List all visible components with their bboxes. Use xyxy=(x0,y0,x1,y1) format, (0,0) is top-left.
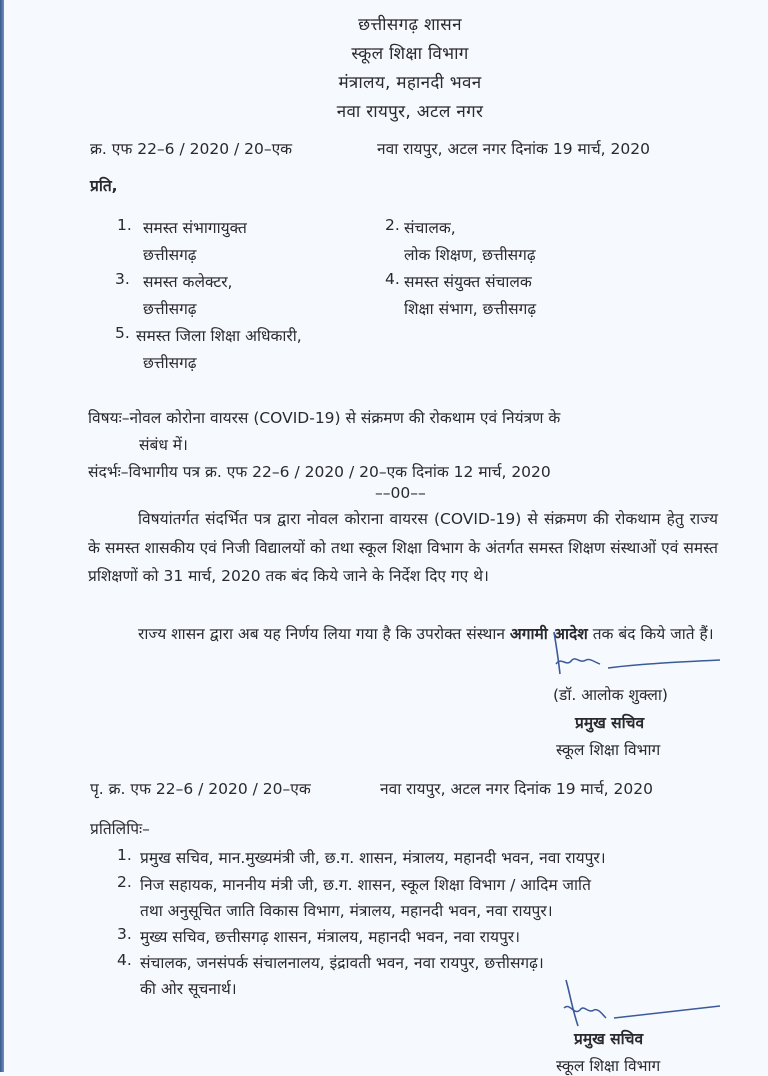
recipient-line2: लोक शिक्षण, छत्तीसगढ़ xyxy=(404,246,536,264)
recipient-line2: शिक्षा संभाग, छत्तीसगढ़ xyxy=(404,300,537,318)
copy-line2: तथा अनुसूचित जाति विकास विभाग, मंत्रालय, महानदी भवन, नवा रायपुर। xyxy=(140,902,553,920)
scan-edge-strip xyxy=(0,0,4,1072)
header-department: स्कूल शिक्षा विभाग xyxy=(351,44,469,64)
copy-number: 1. xyxy=(117,846,132,864)
copy-number: 2. xyxy=(117,873,132,891)
recipient-line2: छत्तीसगढ़ xyxy=(143,246,197,264)
recipient-number: 3. xyxy=(115,270,130,288)
recipient-number: 2. xyxy=(385,216,400,234)
copy-purpose: की ओर सूचनार्थ। xyxy=(140,980,237,998)
copy-number: 3. xyxy=(117,925,132,943)
separator: ––00–– xyxy=(375,484,426,502)
recipient-line2: छत्तीसगढ़ xyxy=(143,300,197,318)
recipient-number: 4. xyxy=(385,270,400,288)
recipient-line1: समस्त जिला शिक्षा अधिकारी, xyxy=(136,327,302,345)
copy-line1: मुख्य सचिव, छत्तीसगढ़ शासन, मंत्रालय, महानदी भवन, नवा रायपुर। xyxy=(140,928,520,946)
recipient-number: 1. xyxy=(117,216,132,234)
handwritten-signature-icon xyxy=(558,978,728,1028)
letter-number: क्र. एफ 22–6 / 2020 / 20–एक xyxy=(90,140,293,158)
subject-line2: संबंध में। xyxy=(139,436,188,454)
header-city: नवा रायपुर, अटल नगर xyxy=(336,102,484,122)
signatory-designation: प्रमुख सचिव xyxy=(574,1030,644,1048)
copy-number: 4. xyxy=(117,951,132,969)
copy-line1: संचालक, जनसंपर्क संचालनालय, इंद्रावती भवन, नवा रायपुर, छत्तीसगढ़। xyxy=(140,954,544,972)
header-government: छत्तीसगढ़ शासन xyxy=(358,15,462,35)
recipient-line1: संचालक, xyxy=(404,219,456,237)
handwritten-signature-icon xyxy=(548,630,728,680)
recipient-line1: समस्त संभागायुक्त xyxy=(143,219,247,237)
recipient-line2: छत्तीसगढ़ xyxy=(143,354,197,372)
copy-label: प्रतिलिपिः– xyxy=(90,820,150,838)
para2-emphasis: अगामी आदेश xyxy=(509,625,588,643)
header-office: मंत्रालय, महानदी भवन xyxy=(338,73,482,93)
para2-text: राज्य शासन द्वारा अब यह निर्णय लिया गया है कि उपरोक्त संस्थान xyxy=(138,625,510,643)
recipient-line1: समस्त कलेक्टर, xyxy=(143,273,233,291)
to-label: प्रति, xyxy=(90,177,118,195)
recipient-number: 5. xyxy=(115,324,130,342)
copy-line1: निज सहायक, माननीय मंत्री जी, छ.ग. शासन, स्कूल शिक्षा विभाग / आदिम जाति xyxy=(140,876,591,894)
reference-line: संदर्भः–विभागीय पत्र क्र. एफ 22–6 / 2020 / 20–एक दिनांक 12 मार्च, 2020 xyxy=(88,463,551,481)
signatory-designation: प्रमुख सचिव xyxy=(575,714,645,732)
signatory-department: स्कूल शिक्षा विभाग xyxy=(556,741,661,759)
para2-text-end: तक बंद किये जाते हैं। xyxy=(587,625,714,643)
recipient-line1: समस्त संयुक्त संचालक xyxy=(404,273,532,291)
subject-line1: विषयः–नोवल कोरोना वायरस (COVID-19) से संक्रमण की रोकथाम एवं नियंत्रण के xyxy=(88,409,561,427)
body-paragraph-1: विषयांतर्गत संदर्भित पत्र द्वारा नोवल कोराना वायरस (COVID-19) से संक्रमण की रोकथाम हेतु राज्य के समस्त शासकीय एवं निजी विद्यालयों को तथा स्कूल शिक्षा विभाग के अंतर्गत समस्त शिक्षण संस्थाओं एवं समस्त प्रशिक्षणों को 31 मार्च, 2020 तक बंद किये जाने के निर्देश दिए गए थे। xyxy=(88,510,718,585)
letter-place-date: नवा रायपुर, अटल नगर दिनांक 19 मार्च, 2020 xyxy=(377,140,650,158)
copy-line1: प्रमुख सचिव, मान.मुख्यमंत्री जी, छ.ग. शासन, मंत्रालय, महानदी भवन, नवा रायपुर। xyxy=(140,849,606,867)
endorsement-place-date: नवा रायपुर, अटल नगर दिनांक 19 मार्च, 2020 xyxy=(380,780,653,798)
signatory-name: (डॉ. आलोक शुक्ला) xyxy=(553,686,668,704)
signatory-department: स्कूल शिक्षा विभाग xyxy=(556,1057,661,1075)
endorsement-number: पृ. क्र. एफ 22–6 / 2020 / 20–एक xyxy=(90,780,311,798)
